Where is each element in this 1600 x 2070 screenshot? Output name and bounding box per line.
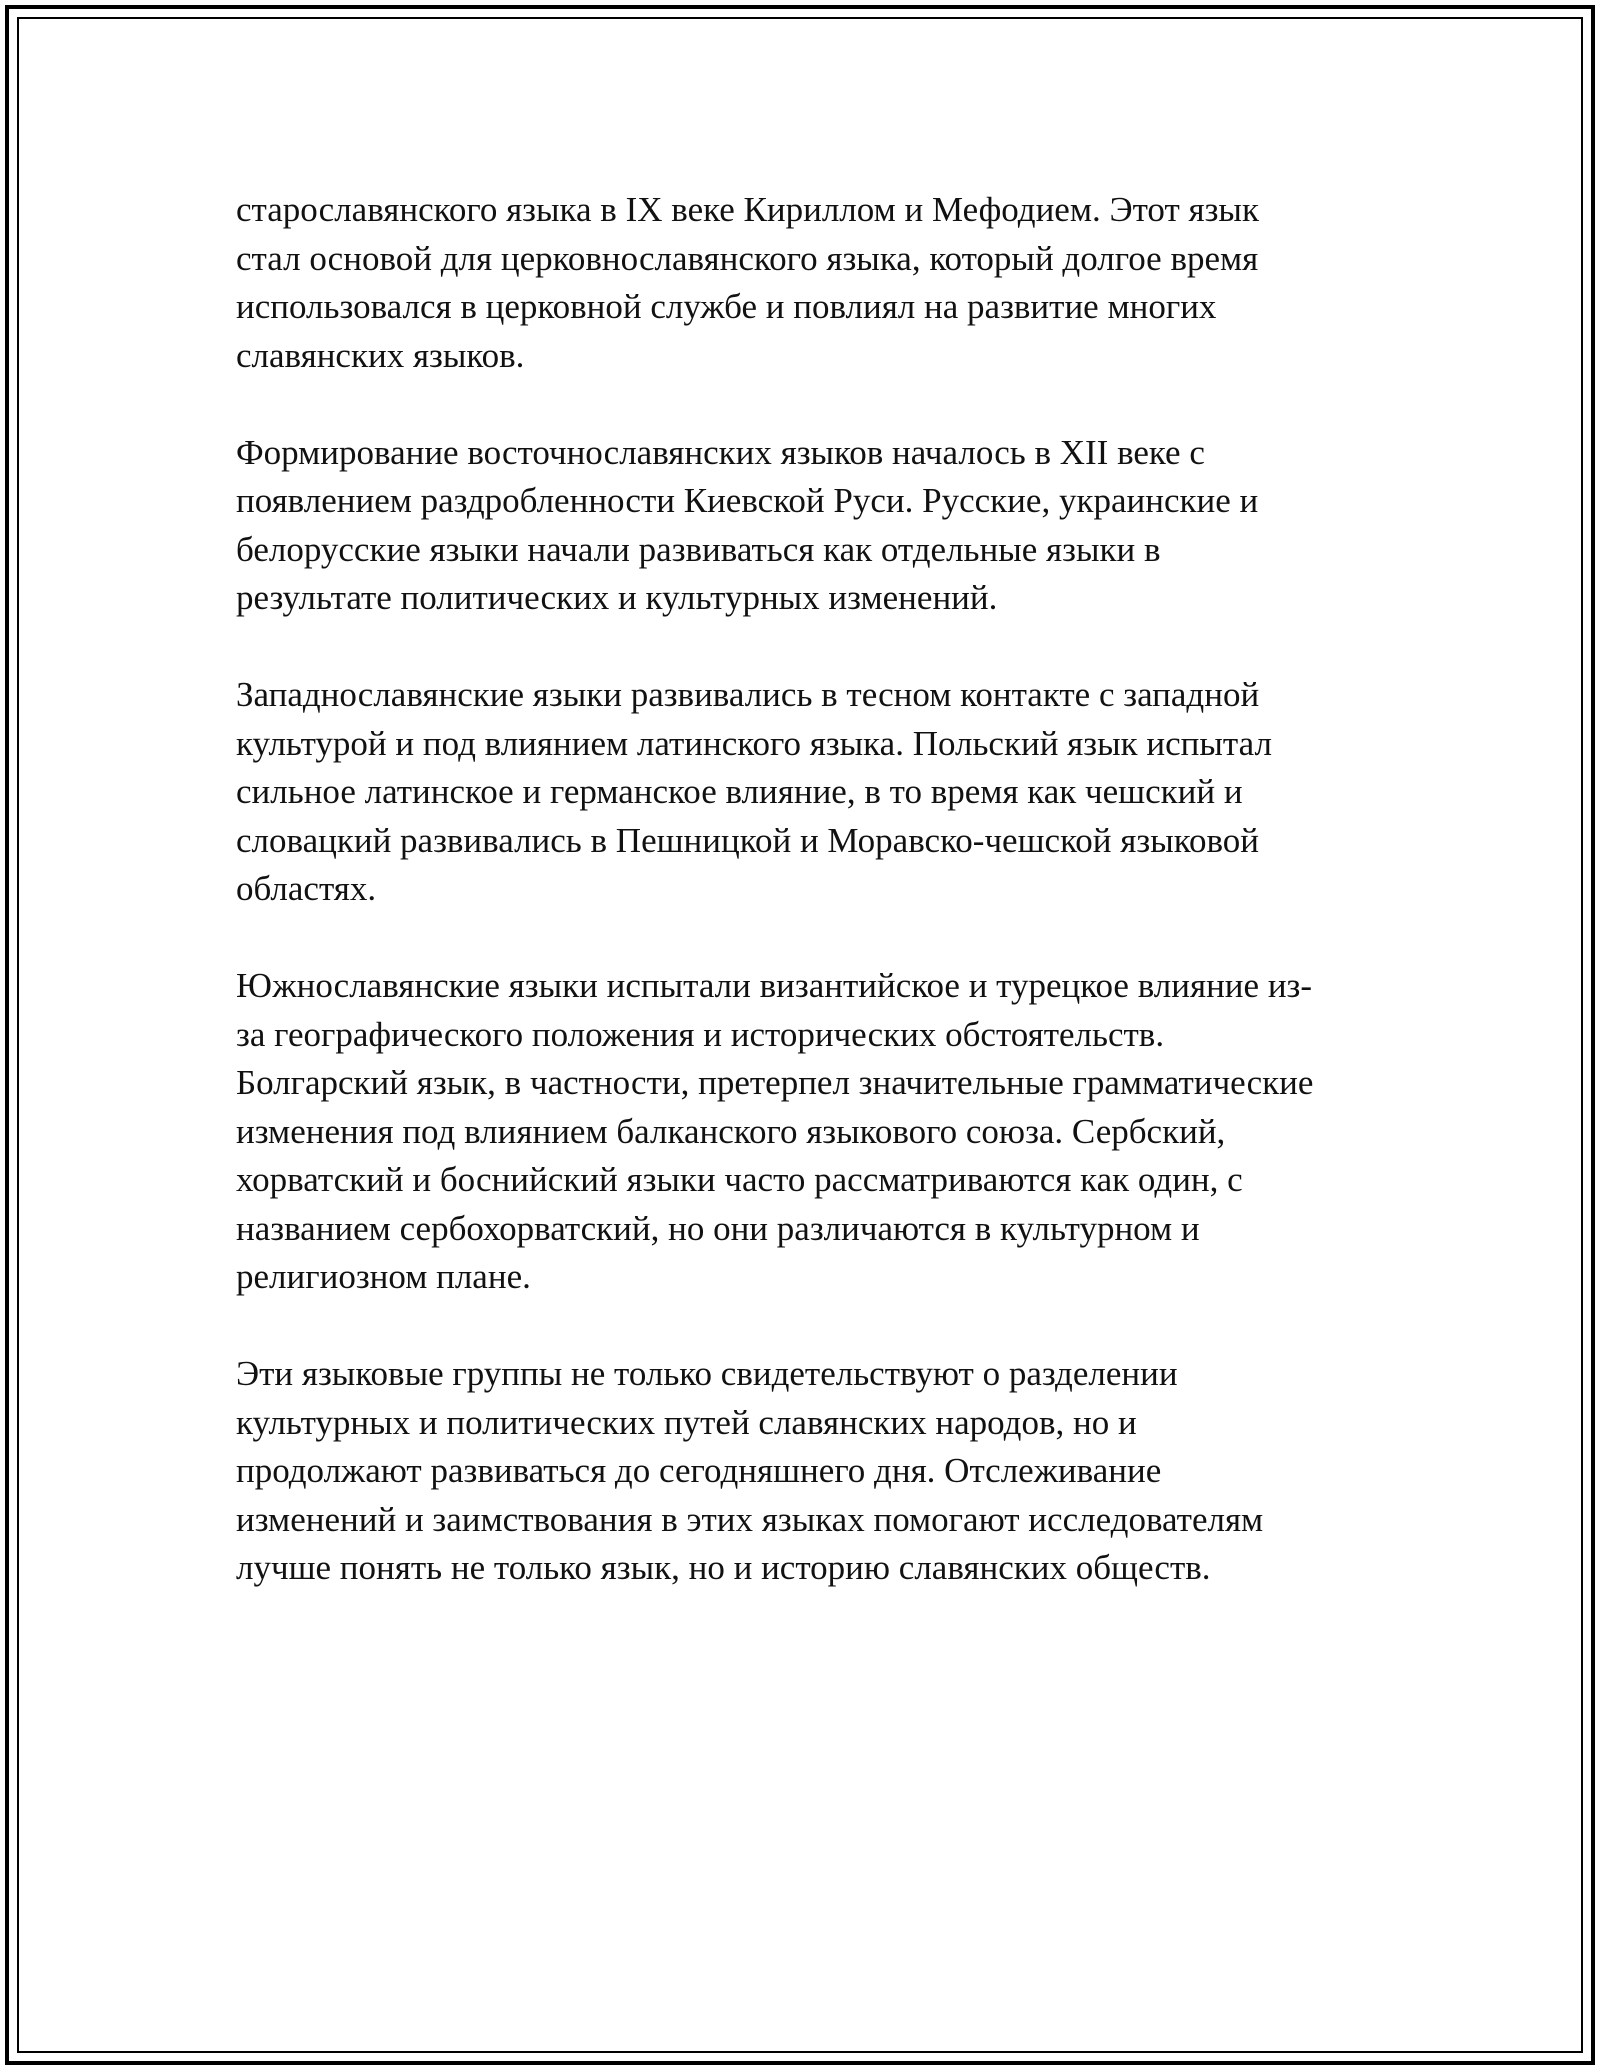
paragraph-4 [236, 962, 1386, 1302]
text-line: сильное латинское и германское влияние, в то время как чешский и [236, 772, 1243, 811]
text-line: Формирование восточнославянских языков началось в XII веке с [236, 432, 1205, 472]
text-line: результате политических и культурных изменений. [236, 578, 998, 617]
text-line: старославянского языка в IX веке Кириллом и Мефодием. Этот язык [236, 190, 1259, 229]
text-line: за географического положения и исторических обстоятельств. [236, 1014, 1165, 1054]
text-line: Эти языковые группы не только свидетельствуют о разделении [236, 1354, 1178, 1393]
text-line: славянских языков. [236, 335, 525, 375]
text-line: названием сербохорватский, но они различаются в культурном и [236, 1208, 1200, 1248]
text-line: областях. [236, 869, 377, 908]
paragraph-3 [236, 671, 1386, 914]
paragraph-5 [236, 1350, 1386, 1593]
text-line: религиозном плане. [236, 1257, 531, 1296]
text-line: культурных и политических путей славянских народов, но и [236, 1402, 1137, 1442]
text-line: словацкий развивались в Пешницкой и Моравско-чешской языковой [236, 820, 1259, 860]
text-line: Болгарский язык, в частности, претерпел значительные грамматические [236, 1063, 1314, 1102]
text-line: стал основой для церковнославянского языка, который долгое время [236, 238, 1259, 278]
text-line: Западнославянские языки развивались в тесном контакте с западной [236, 675, 1260, 714]
text-line: изменений и заимствования в этих языках помогают исследователям [236, 1499, 1264, 1539]
text-line: Южнославянские языки испытали византийское и турецкое влияние из- [236, 966, 1313, 1005]
text-line: изменения под влиянием балканского языкового союза. Сербский, [236, 1111, 1226, 1151]
text-line: продолжают развиваться до сегодняшнего дня. Отслеживание [236, 1451, 1162, 1490]
text-line: белорусские языки начали развиваться как отдельные языки в [236, 529, 1161, 569]
text-line: культурой и под влиянием латинского языка. Польский язык испытал [236, 723, 1272, 763]
paragraph-1 [236, 186, 1386, 380]
text-line: использовался в церковной службе и повлиял на развитие многих [236, 287, 1217, 326]
text-line: лучше понять не только язык, но и историю славянских обществ. [236, 1548, 1211, 1587]
document-body [236, 186, 1386, 1641]
paragraph-2 [236, 429, 1386, 623]
text-line: появлением раздробленности Киевской Руси. Русские, украинские и [236, 481, 1259, 520]
text-line: хорватский и боснийский языки часто рассматриваются как один, с [236, 1160, 1243, 1199]
